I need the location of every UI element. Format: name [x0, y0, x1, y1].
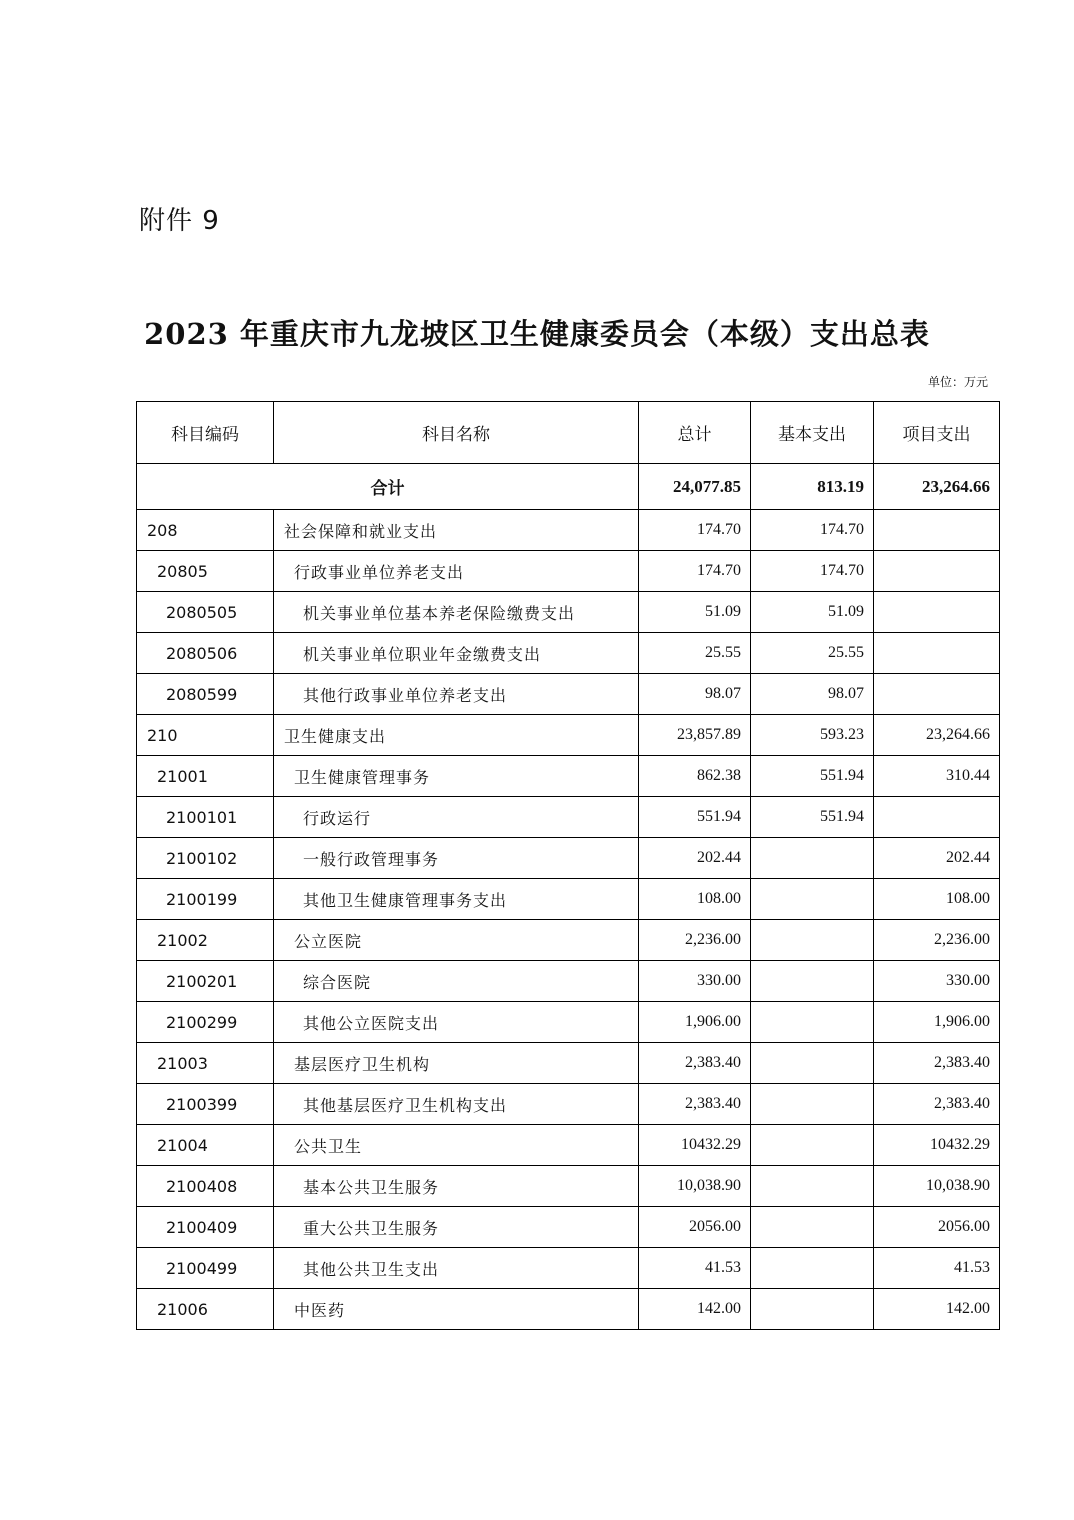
row-basic: 593.23	[751, 715, 874, 756]
row-basic	[751, 1289, 874, 1330]
row-total: 10432.29	[639, 1125, 751, 1166]
table-row	[137, 551, 1000, 592]
row-code: 2100299	[137, 1002, 274, 1043]
row-project: 108.00	[874, 879, 1000, 920]
row-basic: 174.70	[751, 510, 874, 551]
row-basic	[751, 1043, 874, 1084]
row-code: 21004	[137, 1125, 274, 1166]
row-total: 174.70	[639, 551, 751, 592]
row-name: 基本公共卫生服务	[274, 1166, 639, 1207]
row-total: 10,038.90	[639, 1166, 751, 1207]
table-row	[137, 920, 1000, 961]
row-name: 基层医疗卫生机构	[274, 1043, 639, 1084]
table-row	[137, 1207, 1000, 1248]
row-project: 10,038.90	[874, 1166, 1000, 1207]
table-header-row	[137, 402, 1000, 464]
row-name: 机关事业单位职业年金缴费支出	[274, 633, 639, 674]
total-label: 合计	[137, 464, 639, 510]
table-row	[137, 510, 1000, 551]
row-project	[874, 510, 1000, 551]
table-row	[137, 1166, 1000, 1207]
row-code: 21002	[137, 920, 274, 961]
row-total: 98.07	[639, 674, 751, 715]
row-basic	[751, 1166, 874, 1207]
row-basic: 25.55	[751, 633, 874, 674]
row-total: 2,383.40	[639, 1084, 751, 1125]
row-name: 机关事业单位基本养老保险缴费支出	[274, 592, 639, 633]
row-basic	[751, 1002, 874, 1043]
row-total: 330.00	[639, 961, 751, 1002]
row-code: 2100408	[137, 1166, 274, 1207]
row-project: 2,383.40	[874, 1084, 1000, 1125]
table-row	[137, 592, 1000, 633]
table-row	[137, 1002, 1000, 1043]
row-name: 一般行政管理事务	[274, 838, 639, 879]
table-row	[137, 1248, 1000, 1289]
row-basic: 551.94	[751, 797, 874, 838]
total-basic: 813.19	[751, 464, 874, 510]
table-row	[137, 961, 1000, 1002]
row-project: 23,264.66	[874, 715, 1000, 756]
col-header-total: 总计	[639, 402, 751, 464]
row-total: 25.55	[639, 633, 751, 674]
row-total: 1,906.00	[639, 1002, 751, 1043]
row-project: 2,383.40	[874, 1043, 1000, 1084]
row-name: 公共卫生	[274, 1125, 639, 1166]
row-basic	[751, 1084, 874, 1125]
row-name: 其他公立医院支出	[274, 1002, 639, 1043]
col-header-basic: 基本支出	[751, 402, 874, 464]
attachment-label: 附件 9	[139, 206, 220, 236]
row-project	[874, 674, 1000, 715]
row-project: 2,236.00	[874, 920, 1000, 961]
row-project	[874, 797, 1000, 838]
row-total: 142.00	[639, 1289, 751, 1330]
row-code: 208	[137, 510, 274, 551]
col-header-project: 项目支出	[874, 402, 1000, 464]
table-row	[137, 715, 1000, 756]
row-code: 2100201	[137, 961, 274, 1002]
row-project	[874, 551, 1000, 592]
row-name: 社会保障和就业支出	[274, 510, 639, 551]
row-total: 51.09	[639, 592, 751, 633]
row-code: 21006	[137, 1289, 274, 1330]
row-total: 202.44	[639, 838, 751, 879]
table-row	[137, 633, 1000, 674]
row-basic: 98.07	[751, 674, 874, 715]
row-name: 中医药	[274, 1289, 639, 1330]
row-code: 21003	[137, 1043, 274, 1084]
row-basic	[751, 1207, 874, 1248]
row-code: 2080599	[137, 674, 274, 715]
unit-label: 单位：万元	[927, 375, 988, 389]
row-name: 其他基层医疗卫生机构支出	[274, 1084, 639, 1125]
row-total: 41.53	[639, 1248, 751, 1289]
row-basic	[751, 838, 874, 879]
row-code: 2080505	[137, 592, 274, 633]
row-project	[874, 633, 1000, 674]
row-basic: 51.09	[751, 592, 874, 633]
table-row	[137, 674, 1000, 715]
row-name: 卫生健康支出	[274, 715, 639, 756]
table-row	[137, 1125, 1000, 1166]
row-basic: 551.94	[751, 756, 874, 797]
row-basic	[751, 961, 874, 1002]
row-code: 20805	[137, 551, 274, 592]
table-row	[137, 1289, 1000, 1330]
row-basic	[751, 1248, 874, 1289]
row-code: 2100409	[137, 1207, 274, 1248]
table-row	[137, 838, 1000, 879]
row-code: 21001	[137, 756, 274, 797]
row-code: 210	[137, 715, 274, 756]
table-row	[137, 797, 1000, 838]
row-total: 551.94	[639, 797, 751, 838]
col-header-code: 科目编码	[137, 402, 274, 464]
row-name: 重大公共卫生服务	[274, 1207, 639, 1248]
document-title: 2023 年重庆市九龙坡区卫生健康委员会（本级）支出总表	[144, 317, 930, 351]
row-total: 862.38	[639, 756, 751, 797]
row-total: 2,383.40	[639, 1043, 751, 1084]
row-basic	[751, 920, 874, 961]
table-row	[137, 1043, 1000, 1084]
total-row	[137, 464, 1000, 510]
row-project	[874, 592, 1000, 633]
table-row	[137, 756, 1000, 797]
row-code: 2100199	[137, 879, 274, 920]
row-basic: 174.70	[751, 551, 874, 592]
total-project: 23,264.66	[874, 464, 1000, 510]
row-name: 行政事业单位养老支出	[274, 551, 639, 592]
row-project: 2056.00	[874, 1207, 1000, 1248]
row-project: 41.53	[874, 1248, 1000, 1289]
row-project: 1,906.00	[874, 1002, 1000, 1043]
table-row	[137, 1084, 1000, 1125]
row-project: 142.00	[874, 1289, 1000, 1330]
row-name: 综合医院	[274, 961, 639, 1002]
expenditure-table	[136, 401, 1000, 1330]
row-name: 卫生健康管理事务	[274, 756, 639, 797]
row-code: 2100102	[137, 838, 274, 879]
row-name: 其他公共卫生支出	[274, 1248, 639, 1289]
row-project: 330.00	[874, 961, 1000, 1002]
row-code: 2100499	[137, 1248, 274, 1289]
row-total: 2,236.00	[639, 920, 751, 961]
row-basic	[751, 1125, 874, 1166]
row-total: 2056.00	[639, 1207, 751, 1248]
row-name: 其他行政事业单位养老支出	[274, 674, 639, 715]
table-row	[137, 879, 1000, 920]
row-code: 2080506	[137, 633, 274, 674]
row-total: 174.70	[639, 510, 751, 551]
total-sum: 24,077.85	[639, 464, 751, 510]
row-project: 310.44	[874, 756, 1000, 797]
row-total: 23,857.89	[639, 715, 751, 756]
row-basic	[751, 879, 874, 920]
row-code: 2100399	[137, 1084, 274, 1125]
row-code: 2100101	[137, 797, 274, 838]
col-header-name: 科目名称	[274, 402, 639, 464]
row-total: 108.00	[639, 879, 751, 920]
row-name: 行政运行	[274, 797, 639, 838]
row-project: 202.44	[874, 838, 1000, 879]
row-name: 公立医院	[274, 920, 639, 961]
row-project: 10432.29	[874, 1125, 1000, 1166]
row-name: 其他卫生健康管理事务支出	[274, 879, 639, 920]
